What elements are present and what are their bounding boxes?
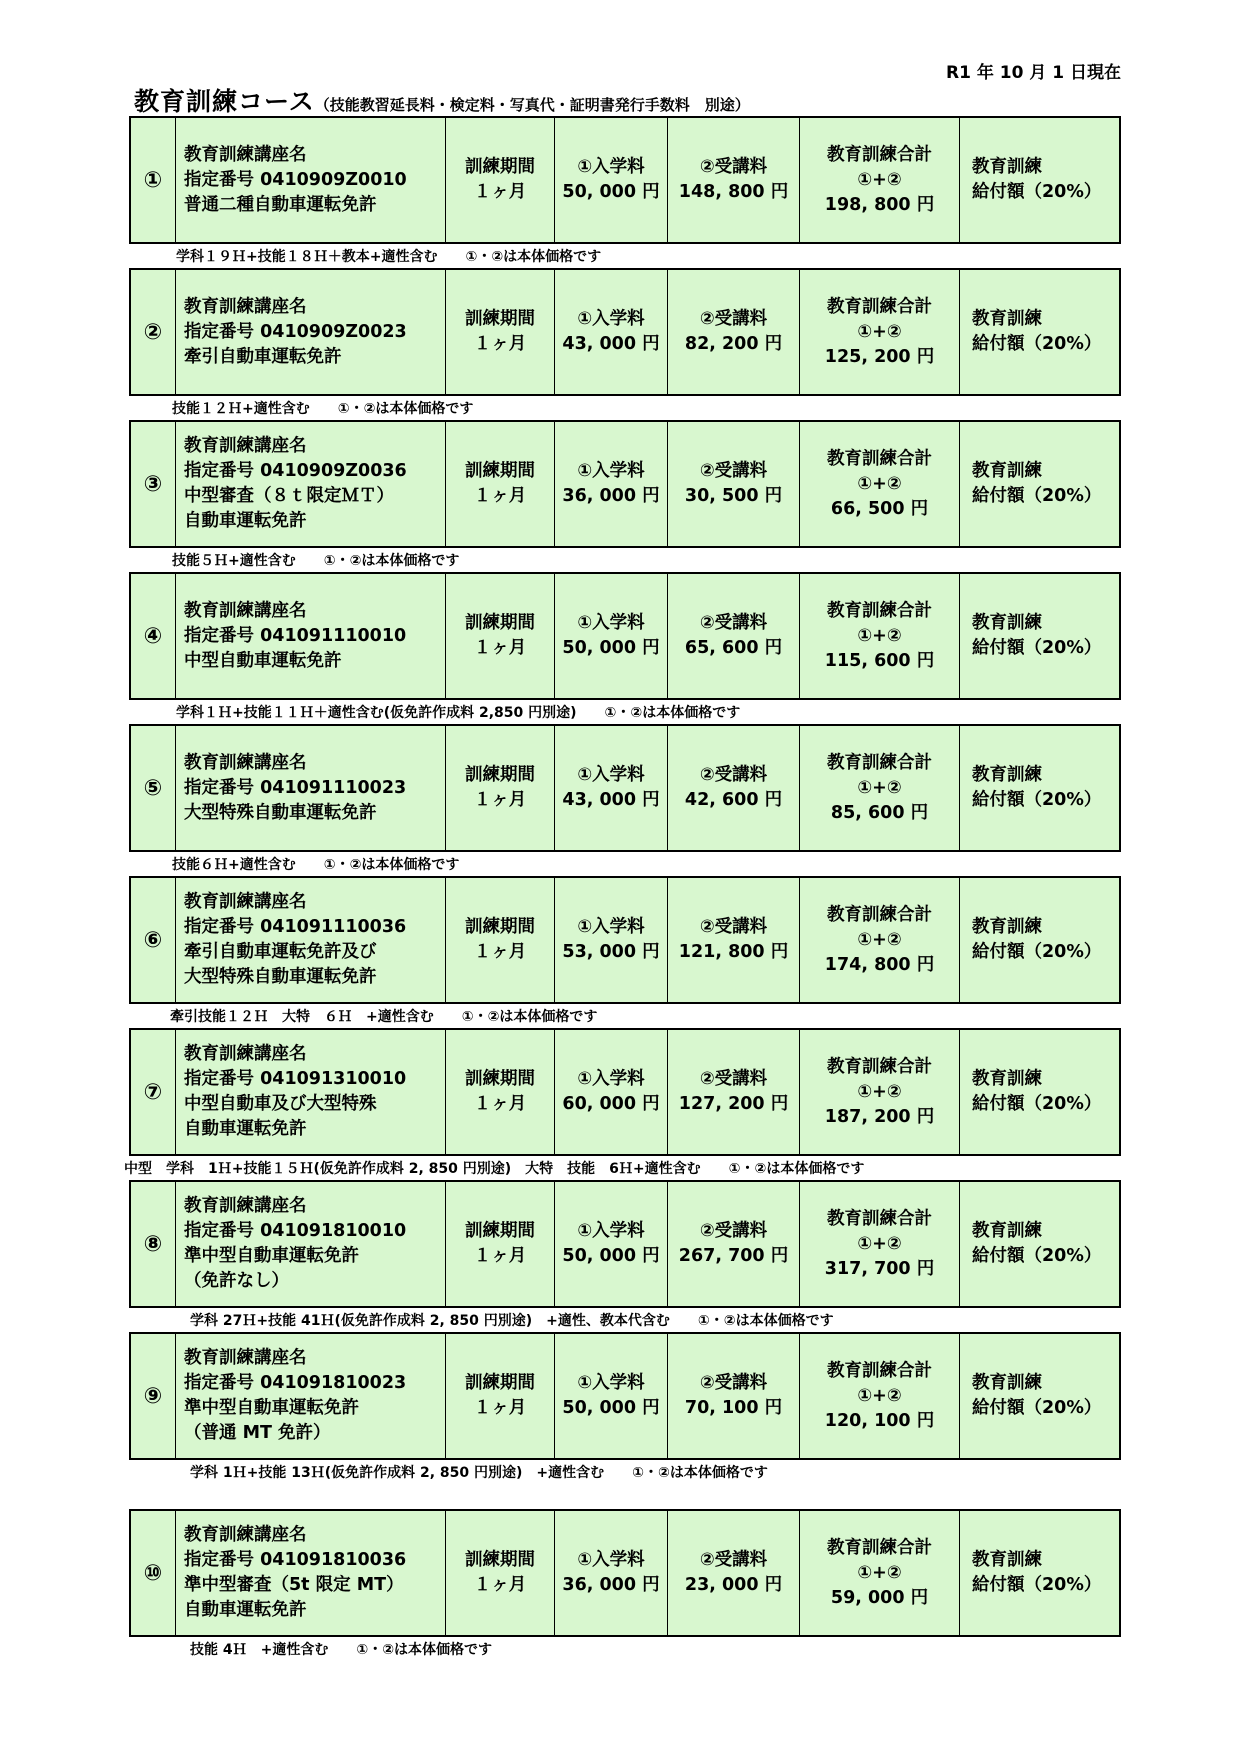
total-cell <box>799 1334 959 1458</box>
period-cell <box>445 726 554 850</box>
admission-value: 60, 000 円 <box>562 1094 660 1114</box>
total-value: 66, 500 円 <box>830 498 929 519</box>
course-name-cell <box>175 1030 445 1154</box>
benefit-label: 教育訓練 <box>972 1373 1042 1393</box>
tuition-value: 82, 200 円 <box>684 334 783 354</box>
course-license-line: 牽引自動車運転免許 <box>184 346 342 367</box>
course-code: 指定番号 041091110023 <box>184 777 407 798</box>
benefit-cell <box>959 270 1119 394</box>
course-row <box>129 572 1121 700</box>
period-cell <box>445 574 554 698</box>
period-value: １ヶ月 <box>473 1575 527 1595</box>
course-license <box>184 1244 445 1294</box>
total-formula: ①+② <box>857 929 902 950</box>
period-label: 訓練期間 <box>465 157 535 177</box>
total-cell <box>799 726 959 850</box>
benefit-rate: 給付額（20%） <box>972 1094 1102 1114</box>
admission-cell <box>554 1030 667 1154</box>
benefit-cell <box>959 1182 1119 1306</box>
total-label: 教育訓練合計 <box>827 296 932 317</box>
tuition-cell <box>667 1030 799 1154</box>
course-note: 学科 1Ｈ+技能 13Ｈ(仮免許作成料 2, 850 円別途) +適性含む ①・②は本体価格です <box>190 1465 768 1481</box>
total-label: 教育訓練合計 <box>827 144 932 165</box>
tuition-value: 127, 200 円 <box>678 1094 789 1114</box>
tuition-cell <box>667 118 799 242</box>
benefit-label: 教育訓練 <box>972 765 1042 785</box>
benefit-cell <box>959 878 1119 1002</box>
course-license <box>184 193 445 218</box>
tuition-value: 65, 600 円 <box>684 638 783 658</box>
period-cell <box>445 1030 554 1154</box>
tuition-cell <box>667 574 799 698</box>
course-row <box>129 1028 1121 1156</box>
course-number: ⑥ <box>143 927 163 953</box>
benefit-label: 教育訓練 <box>972 1550 1042 1570</box>
tuition-cell <box>667 726 799 850</box>
course-license-line: 普通二種自動車運転免許 <box>184 194 377 215</box>
tuition-value: 267, 700 円 <box>678 1246 789 1266</box>
total-cell <box>799 574 959 698</box>
period-label: 訓練期間 <box>465 461 535 481</box>
tuition-label: ②受講料 <box>699 1550 768 1570</box>
period-cell <box>445 1511 554 1635</box>
total-value: 59, 000 円 <box>830 1587 929 1608</box>
admission-label: ①入学料 <box>577 1550 645 1570</box>
admission-label: ①入学料 <box>577 1221 645 1241</box>
course-name-cell <box>175 118 445 242</box>
admission-label: ①入学料 <box>577 461 645 481</box>
course-number: ⑦ <box>143 1079 163 1105</box>
course-note: 学科１Ｈ+技能１１Ｈ＋適性含む(仮免許作成料 2,850 円別途) ①・②は本体価格です <box>176 705 741 721</box>
course-name-cell <box>175 1511 445 1635</box>
period-label: 訓練期間 <box>465 1221 535 1241</box>
course-number: ② <box>143 319 163 345</box>
total-formula: ①+② <box>857 473 902 494</box>
total-label: 教育訓練合計 <box>827 1360 932 1381</box>
total-formula: ①+② <box>857 1081 902 1102</box>
course-license <box>184 1573 445 1623</box>
total-formula: ①+② <box>857 625 902 646</box>
admission-cell <box>554 1511 667 1635</box>
course-license <box>184 1092 445 1142</box>
course-row <box>129 420 1121 548</box>
admission-value: 36, 000 円 <box>562 1575 660 1595</box>
benefit-label: 教育訓練 <box>972 461 1042 481</box>
tuition-cell <box>667 878 799 1002</box>
course-name-label: 教育訓練講座名 <box>184 892 307 912</box>
course-name-label: 教育訓練講座名 <box>184 1196 307 1216</box>
admission-cell <box>554 878 667 1002</box>
period-value: １ヶ月 <box>473 486 527 506</box>
course-note: 学科１９Ｈ+技能１８Ｈ＋教本+適性含む ①・②は本体価格です <box>176 249 602 265</box>
total-label: 教育訓練合計 <box>827 1056 932 1077</box>
benefit-label: 教育訓練 <box>972 1221 1042 1241</box>
tuition-value: 70, 100 円 <box>684 1398 783 1418</box>
admission-cell <box>554 574 667 698</box>
course-note: 学科 27Ｈ+技能 41Ｈ(仮免許作成料 2, 850 円別途) +適性、教本代含む ①・②は本体価格です <box>190 1313 834 1329</box>
tuition-value: 148, 800 円 <box>678 182 789 202</box>
course-code: 指定番号 041091810023 <box>184 1373 407 1393</box>
course-name-label: 教育訓練講座名 <box>184 1525 307 1545</box>
course-code: 指定番号 041091810010 <box>184 1221 407 1241</box>
benefit-rate: 給付額（20%） <box>972 790 1102 810</box>
total-label: 教育訓練合計 <box>827 600 932 621</box>
course-number: ③ <box>143 471 163 497</box>
benefit-cell <box>959 574 1119 698</box>
total-label: 教育訓練合計 <box>827 752 932 773</box>
total-value: 174, 800 円 <box>824 954 935 975</box>
admission-value: 36, 000 円 <box>562 486 660 506</box>
course-name-cell <box>175 270 445 394</box>
course-license-line: 中型自動車及び大型特殊 <box>184 1094 377 1114</box>
course-code: 指定番号 0410909Z0036 <box>184 461 407 481</box>
period-label: 訓練期間 <box>465 765 535 785</box>
course-name-cell <box>175 574 445 698</box>
admission-cell <box>554 118 667 242</box>
course-note: 技能 4Ｈ +適性含む ①・②は本体価格です <box>190 1642 493 1658</box>
benefit-rate: 給付額（20%） <box>972 182 1102 202</box>
tuition-value: 23, 000 円 <box>684 1575 783 1595</box>
total-cell <box>799 1182 959 1306</box>
course-name-label: 教育訓練講座名 <box>184 600 307 621</box>
tuition-cell <box>667 270 799 394</box>
course-row <box>129 1509 1121 1637</box>
total-value: 187, 200 円 <box>824 1106 935 1127</box>
period-value: １ヶ月 <box>473 942 527 962</box>
course-license <box>184 345 445 370</box>
admission-value: 43, 000 円 <box>562 790 660 810</box>
page-header <box>134 82 750 118</box>
admission-cell <box>554 422 667 546</box>
benefit-cell <box>959 726 1119 850</box>
course-license-line: 牽引自動車運転免許及び <box>184 942 377 962</box>
course-license <box>184 484 445 534</box>
course-license-line: （免許なし） <box>184 1271 289 1291</box>
total-formula: ①+② <box>857 1562 902 1583</box>
total-label: 教育訓練合計 <box>827 448 932 469</box>
page-title: 教育訓練コース <box>134 87 315 116</box>
admission-value: 50, 000 円 <box>562 638 660 658</box>
benefit-label: 教育訓練 <box>972 309 1042 329</box>
admission-label: ①入学料 <box>577 309 645 329</box>
course-name-label: 教育訓練講座名 <box>184 1348 307 1368</box>
period-cell <box>445 1182 554 1306</box>
period-value: １ヶ月 <box>473 1246 527 1266</box>
period-value: １ヶ月 <box>473 182 527 202</box>
total-value: 317, 700 円 <box>824 1258 935 1279</box>
benefit-rate: 給付額（20%） <box>972 638 1102 658</box>
admission-value: 50, 000 円 <box>562 1246 660 1266</box>
course-license <box>184 940 445 990</box>
total-cell <box>799 1030 959 1154</box>
course-name-label: 教育訓練講座名 <box>184 144 307 165</box>
course-license-line: 準中型自動車運転免許 <box>184 1398 359 1418</box>
tuition-label: ②受講料 <box>699 1373 768 1393</box>
course-license <box>184 801 445 826</box>
course-row <box>129 724 1121 852</box>
course-number: ⑤ <box>143 775 163 801</box>
tuition-label: ②受講料 <box>699 309 768 329</box>
tuition-cell <box>667 1511 799 1635</box>
total-formula: ①+② <box>857 1385 902 1406</box>
course-note: 技能５Ｈ+適性含む ①・②は本体価格です <box>172 553 460 569</box>
admission-label: ①入学料 <box>577 917 645 937</box>
tuition-label: ②受講料 <box>699 917 768 937</box>
period-value: １ヶ月 <box>473 1094 527 1114</box>
benefit-rate: 給付額（20%） <box>972 486 1102 506</box>
total-value: 115, 600 円 <box>824 650 935 671</box>
benefit-rate: 給付額（20%） <box>972 1246 1102 1266</box>
period-label: 訓練期間 <box>465 613 535 633</box>
total-label: 教育訓練合計 <box>827 1208 932 1229</box>
course-name-label: 教育訓練講座名 <box>184 1044 307 1064</box>
course-license-line: 中型自動車運転免許 <box>184 650 342 671</box>
course-name-label: 教育訓練講座名 <box>184 296 307 317</box>
course-license-line: （普通 MT 免許） <box>184 1423 331 1443</box>
admission-value: 43, 000 円 <box>562 334 660 354</box>
course-number: ① <box>143 167 163 193</box>
benefit-rate: 給付額（20%） <box>972 334 1102 354</box>
course-number: ⑩ <box>143 1560 163 1586</box>
total-value: 125, 200 円 <box>824 346 935 367</box>
period-label: 訓練期間 <box>465 917 535 937</box>
admission-cell <box>554 270 667 394</box>
benefit-cell <box>959 118 1119 242</box>
total-cell <box>799 118 959 242</box>
course-code: 指定番号 0410909Z0010 <box>184 169 407 190</box>
course-license-line: 自動車運転免許 <box>184 1119 307 1139</box>
period-label: 訓練期間 <box>465 309 535 329</box>
tuition-cell <box>667 1334 799 1458</box>
benefit-label: 教育訓練 <box>972 1069 1042 1089</box>
admission-label: ①入学料 <box>577 1373 645 1393</box>
admission-cell <box>554 1182 667 1306</box>
total-formula: ①+② <box>857 1233 902 1254</box>
course-license-line: 準中型審査（5t 限定 MT） <box>184 1575 404 1595</box>
tuition-label: ②受講料 <box>699 613 768 633</box>
benefit-rate: 給付額（20%） <box>972 942 1102 962</box>
course-note: 技能１２Ｈ+適性含む ①・②は本体価格です <box>172 401 474 417</box>
course-name-label: 教育訓練講座名 <box>184 436 307 456</box>
period-value: １ヶ月 <box>473 638 527 658</box>
benefit-label: 教育訓練 <box>972 917 1042 937</box>
total-cell <box>799 878 959 1002</box>
benefit-cell <box>959 422 1119 546</box>
course-row <box>129 116 1121 244</box>
tuition-cell <box>667 422 799 546</box>
course-license <box>184 1396 445 1446</box>
as-of-date: R1 年 10 月 1 日現在 <box>946 63 1121 83</box>
admission-value: 50, 000 円 <box>562 182 660 202</box>
benefit-label: 教育訓練 <box>972 157 1042 177</box>
course-license-line: 自動車運転免許 <box>184 1600 307 1620</box>
tuition-value: 30, 500 円 <box>684 486 783 506</box>
total-value: 198, 800 円 <box>824 194 935 215</box>
admission-label: ①入学料 <box>577 613 645 633</box>
total-formula: ①+② <box>857 777 902 798</box>
period-cell <box>445 118 554 242</box>
period-label: 訓練期間 <box>465 1069 535 1089</box>
total-cell <box>799 1511 959 1635</box>
course-name-cell <box>175 1334 445 1458</box>
tuition-cell <box>667 1182 799 1306</box>
benefit-rate: 給付額（20%） <box>972 1398 1102 1418</box>
course-name-cell <box>175 878 445 1002</box>
admission-label: ①入学料 <box>577 157 645 177</box>
course-number: ⑨ <box>143 1383 163 1409</box>
course-row <box>129 1180 1121 1308</box>
tuition-label: ②受講料 <box>699 765 768 785</box>
course-license-line: 準中型自動車運転免許 <box>184 1246 359 1266</box>
course-number: ④ <box>143 623 163 649</box>
admission-value: 53, 000 円 <box>562 942 660 962</box>
course-name-label: 教育訓練講座名 <box>184 752 307 773</box>
period-label: 訓練期間 <box>465 1373 535 1393</box>
total-cell <box>799 270 959 394</box>
period-cell <box>445 1334 554 1458</box>
period-value: １ヶ月 <box>473 790 527 810</box>
benefit-label: 教育訓練 <box>972 613 1042 633</box>
period-label: 訓練期間 <box>465 1550 535 1570</box>
period-cell <box>445 422 554 546</box>
admission-cell <box>554 1334 667 1458</box>
benefit-cell <box>959 1030 1119 1154</box>
course-row <box>129 1332 1121 1460</box>
course-name-cell <box>175 1182 445 1306</box>
period-value: １ヶ月 <box>473 334 527 354</box>
course-note: 中型 学科 1Ｈ+技能１５Ｈ(仮免許作成料 2, 850 円別途) 大特 技能 6Ｈ+適性含む ①・②は本体価格です <box>124 1161 865 1177</box>
period-value: １ヶ月 <box>473 1398 527 1418</box>
course-license <box>184 649 445 674</box>
period-cell <box>445 270 554 394</box>
course-license-line: 自動車運転免許 <box>184 511 307 531</box>
course-code: 指定番号 041091310010 <box>184 1069 407 1089</box>
total-formula: ①+② <box>857 321 902 342</box>
total-formula: ①+② <box>857 169 902 190</box>
total-value: 120, 100 円 <box>824 1410 935 1431</box>
course-code: 指定番号 0410909Z0023 <box>184 321 407 342</box>
admission-cell <box>554 726 667 850</box>
tuition-label: ②受講料 <box>699 1221 768 1241</box>
course-code: 指定番号 041091110036 <box>184 917 407 937</box>
course-row <box>129 268 1121 396</box>
benefit-cell <box>959 1334 1119 1458</box>
total-label: 教育訓練合計 <box>827 1537 932 1558</box>
tuition-label: ②受講料 <box>699 461 768 481</box>
page-subtitle: （技能教習延長料・検定料・写真代・証明書発行手数料 別途） <box>314 96 750 114</box>
course-name-cell <box>175 726 445 850</box>
course-license-line: 大型特殊自動車運転免許 <box>184 802 377 823</box>
course-note: 技能６Ｈ+適性含む ①・②は本体価格です <box>172 857 460 873</box>
total-cell <box>799 422 959 546</box>
admission-value: 50, 000 円 <box>562 1398 660 1418</box>
tuition-label: ②受講料 <box>699 157 768 177</box>
period-cell <box>445 878 554 1002</box>
course-code: 指定番号 041091810036 <box>184 1550 407 1570</box>
course-name-cell <box>175 422 445 546</box>
total-value: 85, 600 円 <box>830 802 929 823</box>
benefit-cell <box>959 1511 1119 1635</box>
course-row <box>129 876 1121 1004</box>
course-license-line: 大型特殊自動車運転免許 <box>184 967 377 987</box>
admission-label: ①入学料 <box>577 1069 645 1089</box>
tuition-label: ②受講料 <box>699 1069 768 1089</box>
benefit-rate: 給付額（20%） <box>972 1575 1102 1595</box>
course-code: 指定番号 041091110010 <box>184 625 407 646</box>
course-license-line: 中型審査（８ｔ限定ＭＴ） <box>184 486 394 506</box>
total-label: 教育訓練合計 <box>827 904 932 925</box>
course-number: ⑧ <box>143 1231 163 1257</box>
tuition-value: 42, 600 円 <box>684 790 783 810</box>
tuition-value: 121, 800 円 <box>678 942 789 962</box>
admission-label: ①入学料 <box>577 765 645 785</box>
course-note: 牽引技能１２Ｈ 大特 ６Ｈ +適性含む ①・②は本体価格です <box>170 1009 598 1025</box>
